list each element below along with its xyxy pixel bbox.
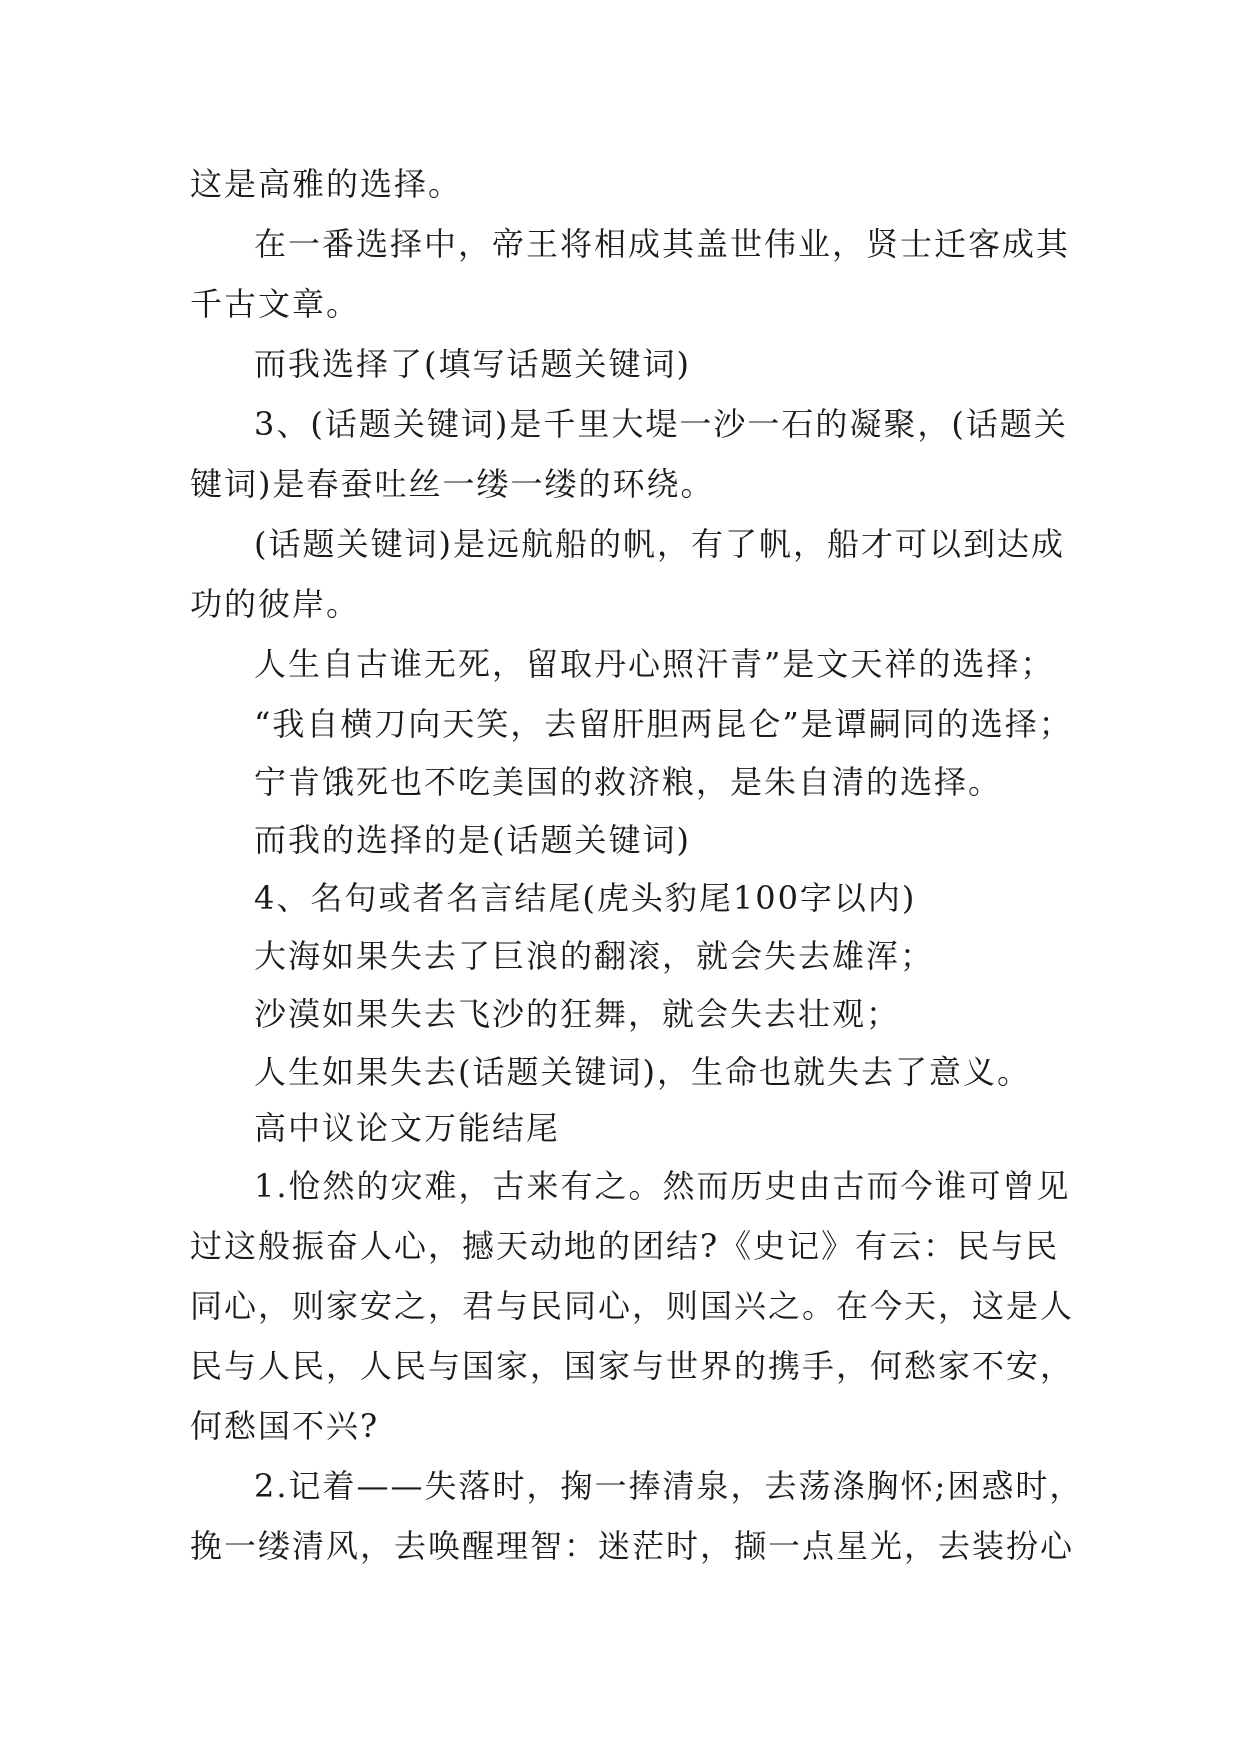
text-line: 而我选择了(填写话题关键词)	[254, 345, 691, 383]
text-line: 挽一缕清风，去唤醒理智：迷茫时，撷一点星光，去装扮心	[190, 1527, 1075, 1565]
text-line: 键词)是春蚕吐丝一缕一缕的环绕。	[190, 465, 715, 503]
text-line: 民与人民，人民与国家，国家与世界的携手，何愁家不安，	[190, 1347, 1075, 1385]
text-line: 过这般振奋人心，撼天动地的团结?《史记》有云：民与民	[190, 1227, 1060, 1265]
section-heading: 高中议论文万能结尾	[254, 1109, 561, 1147]
text-line: 沙漠如果失去飞沙的狂舞，就会失去壮观；	[254, 995, 901, 1033]
text-line: 何愁国不兴?	[190, 1407, 380, 1445]
text-line: 同心，则家安之，君与民同心，则国兴之。在今天，这是人	[190, 1287, 1075, 1325]
text-line: (话题关键词)是远航船的帆，有了帆，船才可以到达成	[254, 525, 1065, 563]
text-line: 人生自古谁无死，留取丹心照汗青”是文天祥的选择；	[254, 645, 1055, 683]
text-line: “我自横刀向天笑，去留肝胆两昆仑”是谭嗣同的选择；	[254, 705, 1073, 743]
text-line: 2.记着——失落时，掬一捧清泉，去荡涤胸怀;困惑时，	[254, 1467, 1084, 1505]
text-line: 这是高雅的选择。	[190, 165, 463, 203]
text-line: 1.怆然的灾难，古来有之。然而历史由古而今谁可曾见	[254, 1167, 1071, 1205]
text-line: 千古文章。	[190, 285, 361, 323]
text-line: 功的彼岸。	[190, 585, 361, 623]
text-line: 在一番选择中，帝王将相成其盖世伟业，贤士迁客成其	[254, 225, 1071, 263]
text-line: 而我的选择的是(话题关键词)	[254, 821, 691, 859]
text-line: 4、名句或者名言结尾(虎头豹尾100字以内)	[254, 879, 917, 917]
text-line: 3、(话题关键词)是千里大堤一沙一石的凝聚，(话题关	[254, 405, 1068, 443]
text-line: 宁肯饿死也不吃美国的救济粮，是朱自清的选择。	[254, 763, 1003, 801]
text-line: 人生如果失去(话题关键词)，生命也就失去了意义。	[254, 1053, 1031, 1091]
text-line: 大海如果失去了巨浪的翻滚，就会失去雄浑；	[254, 937, 935, 975]
